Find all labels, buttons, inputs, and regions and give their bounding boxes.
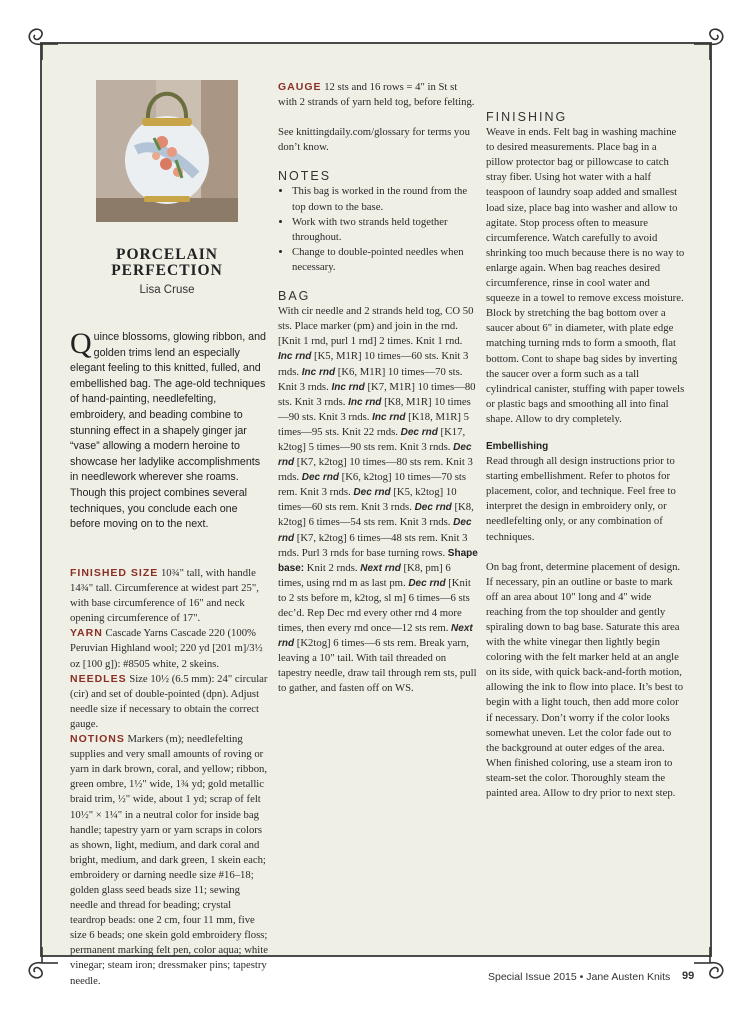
project-photo [96, 80, 238, 222]
corner-flourish-icon [20, 22, 60, 62]
bag-step: [K7, M1R] 10 times—80 sts. Knit 3 rnds. [278, 380, 476, 408]
notes-list [278, 184, 478, 275]
bag-step: [K18, M1R] 5 times—95 sts. Knit 22 rnds. [278, 410, 469, 438]
inc-rnd-label: Inc rnd [348, 396, 382, 408]
corner-flourish-icon [692, 945, 732, 985]
glossary-note: See knittingdaily.com/glossary for terms you don’t know. [278, 126, 470, 154]
author-name: Lisa Cruse [139, 284, 195, 296]
corner-flourish-icon [692, 22, 732, 62]
intro-paragraph [70, 327, 270, 533]
bag-step: [K2tog] 6 times—6 sts rem. Break yarn, leaving a 10" tail. With tail threaded on tapestry needle, draw tail through rem sts, pull to gather, and fasten off on WS. [278, 637, 477, 695]
gauge-text: 12 sts and 16 rows = 4" in St st with 2 strands of yarn held tog, before felting. [278, 81, 475, 109]
bag-heading: BAG [278, 289, 311, 304]
bag-step: [K7, k2tog] 6 times—48 sts rem. Knit 3 rnds. Purl 3 rnds for base turning rows. [278, 531, 468, 559]
bag-step: [K6, k2tog] 10 times—70 sts rem. Knit 3 rnds. [278, 471, 467, 499]
dec-rnd-label: Dec rnd [353, 487, 391, 499]
project-title [72, 247, 262, 279]
finished-size-label: FINISHED SIZE [70, 567, 159, 579]
bag-step: [K8, M1R] 10 times—90 sts. Knit 3 rnds. [278, 395, 471, 423]
drop-cap: Q [70, 327, 92, 360]
bag-step: [K6, M1R] 10 times—70 sts. Knit 3 rnds. [278, 365, 463, 393]
specs-column [70, 566, 268, 989]
corner-flourish-icon [20, 945, 60, 985]
notes-heading: NOTES [278, 169, 332, 184]
embellishing-paragraph-2: On bag front, determine placement of design. If necessary, pin an outline or baste to mark off an area about 10" long and 4" wide reaching from the top shoulder and gently spiraling down to bag base. Saturate this area with the white vinegar then lightly begin coloring with the felt marker held at an angle on its side, with quick back-and-forth motion, allowing the ink to flow into place. It’s best to begin with a light touch, then add more color if necessary. Don’t worry if the color looks somewhat uneven. Let the color fade out to the background at outer edges of the area. When finished coloring, use a steam iron to steam-set the color. Thoroughly steam the painted area. Allow to dry prior to next step. [486, 560, 684, 800]
title-line-1: PORCELAIN [115, 246, 218, 263]
bag-step: [K8, k2tog] 6 times—54 sts rem. Knit 3 rnds. [278, 501, 474, 529]
inc-rnd-label: Inc rnd [331, 381, 365, 393]
notions-label: NOTIONS [70, 733, 125, 746]
yarn-label: YARN [70, 627, 103, 640]
notions-text: Markers (m); needlefelting supplies and very small amounts of roving or yarn in dark brown, coral, and yellow; ribbon, green ombre, 1½" wide, 1¾ yd; gold metallic braid trim, ½" wide, about 1 yd; scrap of felt 10½" × 1¼" in a neutral color for inside bag handle; tapestry yarn or yarn scraps in colors as shown, light, medium, and dark coral and bright, medium, and dark green, 1 skein each; embroidery or darning needle size #16–18; golden glass seed beads size 11; sewing needle and thread for beading; crystal teardrop beads: one 2 cm, four 11 mm, five size 6 beads; one skein gold embroidery floss; permanent marking felt pen, color aqua; white vinegar; steam iron; dressmaker pins; tapestry needle. [70, 733, 268, 987]
bag-step: Knit 2 rnds. [306, 561, 358, 574]
bag-step: [K7, k2tog] 10 times—80 sts rem. Knit 3 rnds. [278, 456, 473, 484]
yarn-text: Cascade Yarns Cascade 220 (100% Peruvian Highland wool; 220 yd [201 m]/3½ oz [100 g]): #8505 white, 2 skeins. [70, 627, 263, 670]
list-item: • This bag is worked in the round from the top down to the base. [292, 184, 478, 214]
embellishing-heading: Embellishing [486, 440, 549, 452]
embellishing-paragraph-1: Read through all design instructions prior to starting embellishment. Refer to photos for placement, color, and technique. Feel free to interpret the design in embroidery only, or needlefelting only, or any combination of techniques. [486, 455, 676, 543]
inc-rnd-label: Inc rnd [301, 366, 336, 378]
inc-rnd-label: Inc rnd [278, 351, 312, 363]
dec-rnd-label: Dec rnd [408, 577, 446, 589]
dec-rnd-label: Dec rnd [278, 517, 472, 544]
finishing-column [486, 80, 686, 801]
needles-label: NEEDLES [70, 672, 127, 685]
gauge-label: GAUGE [278, 81, 322, 93]
yarn [70, 626, 268, 671]
list-item: • Change to double-pointed needles when necessary. [292, 245, 478, 275]
footer-text: Special Issue 2015 • Jane Austen Knits [488, 971, 671, 983]
dec-rnd-label: Dec rnd [278, 441, 472, 469]
finished-size-text: 10¾" tall, with handle 14¾" tall. Circumference at widest part 25", with base circumference of 16" and neck opening circumference of 17". [70, 567, 259, 625]
dec-rnd-label: Dec rnd [301, 472, 339, 484]
bag-step: [K5, M1R] 10 times—60 sts. Knit 3 rnds. [278, 350, 469, 378]
shape-base-label: Shape base: [278, 547, 478, 574]
needles-text: Size 10½ (6.5 mm): 24" circular (cir) and set of double-pointed (dpn). Adjust needle size if necessary to obtain the correct gauge. [70, 672, 268, 730]
bag-step: [K17, k2tog] 5 times—90 sts rem. Knit 3 rnds. [278, 425, 466, 453]
inc-rnd-label: Inc rnd [372, 411, 406, 423]
dec-rnd-label: Dec rnd [414, 502, 452, 514]
finishing-heading: FINISHING [486, 110, 568, 124]
bag-step: [Knit 1 rnd, purl 1 rnd] 2 times. Knit 1 rnd. [278, 335, 463, 348]
title-line-2: PERFECTION [111, 262, 223, 279]
needles [70, 672, 268, 732]
pattern-column [278, 80, 478, 697]
list-item: • Work with two strands held together throughout. [292, 215, 478, 245]
finished-size [70, 566, 268, 626]
bag-step: [Knit to 2 sts before m, k2tog, sl m] 6 times—6 sts dec’d. Rep Dec rnd every other rnd 4 more times, then every rnd once—12 sts rem. [278, 576, 471, 635]
next-rnd-label: Next rnd [278, 623, 473, 650]
intro-text: uince blossoms, glowing ribbon, and golden trims lend an especially elegant feeling to this knitted, fulled, and embellished bag. The age-old techniques of hand-painting, needlefelting, embroidery, and beading combine to stunning effect in a shapely ginger jar “vase” allowing a modern heroine to showcase her ladylike accomplishments in needlework wherever she roams. Though this project combines several techniques, you conclude each one before moving on to the next. [70, 331, 266, 531]
bag-step: [K8, pm] 6 times, using rnd m as last pm. [278, 561, 451, 589]
notions [70, 732, 268, 989]
next-rnd-label: Next rnd [360, 562, 401, 574]
finishing-text: Weave in ends. Felt bag in washing machine to desired measurements. Place bag in a pillow protector bag or pillowcase to catch stray fiber. Using hot water with a half teaspoon of laundry soap added and smallest load size, place bag into washer and allow to agitate. Stop process often to measure circumference. Watch carefully to avoid shrinking too much because there is no way to enlarge again. When bag reaches desired circumference, rinse in cool water and squeeze in a towel to remove excess moisture. Block by stretching the bag bottom over a saucer about 6" in diameter, with plate edge matching turning rnds to form a smooth, flat bottom. Cont to shape bag sides by inverting the saucer over a form such as a tall cylindrical canister, stuffing with paper towels or plastic bags and smoothing all into final shape. Allow to dry completely. [486, 126, 685, 425]
page-number: 99 [682, 970, 695, 982]
bag-intro: With cir needle and 2 strands held tog, CO 50 sts. Place marker (pm) and join in the rnd. [278, 305, 474, 333]
bag-step: [K5, k2tog] 10 times—60 sts rem. Knit 3 rnds. [278, 486, 457, 514]
gauge [278, 80, 478, 110]
dec-rnd-label: Dec rnd [400, 426, 438, 438]
bag-instructions [278, 334, 478, 696]
